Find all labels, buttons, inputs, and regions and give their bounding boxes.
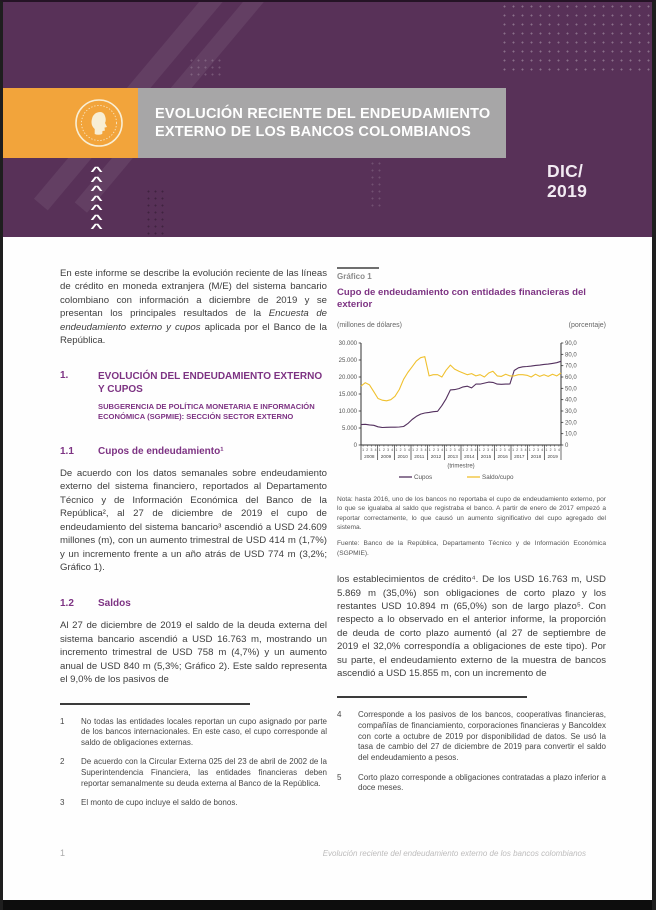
section-title: Cupos de endeudamiento¹ bbox=[98, 446, 224, 458]
report-title-line1: EVOLUCIÓN RECIENTE DEL ENDEUDAMIENTO bbox=[155, 105, 491, 122]
svg-text:2009: 2009 bbox=[380, 453, 392, 459]
svg-text:3: 3 bbox=[370, 448, 373, 453]
chart-source: Fuente: Banco de la República, Departamento Técnico y de Información Económica (SGPMIE). bbox=[337, 540, 606, 557]
footnote bbox=[60, 798, 327, 809]
svg-text:4: 4 bbox=[457, 448, 460, 453]
svg-text:3: 3 bbox=[553, 448, 556, 453]
svg-text:2018: 2018 bbox=[530, 453, 542, 459]
svg-text:10,0: 10,0 bbox=[565, 431, 577, 438]
svg-text:1: 1 bbox=[445, 448, 448, 453]
section-number: 1.2 bbox=[60, 598, 74, 610]
svg-text:2: 2 bbox=[399, 448, 402, 453]
svg-text:2019: 2019 bbox=[547, 453, 558, 459]
footnote-number: 4 bbox=[337, 710, 342, 720]
report-title-line2: EXTERNO DE LOS BANCOS COLOMBIANOS bbox=[155, 124, 471, 140]
section-1-2-body: Al 27 de diciembre de 2019 el saldo de la deuda externa del sistema bancario ascendió a USD 16.763 m, mostrando un incremento trimestral de USD 758 m (4,7%) y un aumento anual de USD 840 m (5,3%; Gráfico 2). Este saldo representa el 9,0% de los pasivos de bbox=[60, 620, 327, 686]
svg-text:60,0: 60,0 bbox=[565, 374, 577, 381]
svg-text:4: 4 bbox=[391, 448, 394, 453]
section-1-1-heading bbox=[60, 446, 327, 457]
page-footer bbox=[60, 848, 586, 858]
edition-month: DIC/ bbox=[547, 161, 584, 181]
svg-text:3: 3 bbox=[437, 448, 440, 453]
svg-text:4: 4 bbox=[524, 448, 527, 453]
running-title: Evolución reciente del endeudamiento externo de los bancos colombianos bbox=[322, 849, 586, 858]
footnote-number: 1 bbox=[60, 716, 65, 726]
svg-text:4: 4 bbox=[474, 448, 477, 453]
svg-text:2017: 2017 bbox=[514, 453, 525, 459]
svg-text:1: 1 bbox=[362, 448, 365, 453]
chart-note: Nota: hasta 2016, uno de los bancos no reportaba el cupo de endeudamiento externo, por lo que se igualaba al saldo que registraba el banco. A partir de enero de 2017 empezó a reportar correctamente, lo que causó un aumento significativo del cupo agregado del sistema. bbox=[337, 495, 606, 532]
chart-block bbox=[337, 267, 606, 558]
footnote-text: Corresponde a los pasivos de los bancos, cooperativas financieras, compañías de financiamiento, corporaciones financieras y Bancoldex con corte a octubre de 2019 por disponibilidad de datos. Se usó la tasa de cambio del 27 de diciembre de 2019 para convertir el saldo del endeudamiento a pesos. bbox=[358, 710, 606, 762]
left-column bbox=[60, 267, 327, 818]
svg-text:2: 2 bbox=[516, 448, 519, 453]
footnote-number: 5 bbox=[337, 772, 342, 782]
title-banner bbox=[138, 88, 506, 158]
svg-text:2015: 2015 bbox=[480, 453, 492, 459]
svg-text:30,0: 30,0 bbox=[565, 408, 577, 415]
footnote-text: No todas las entidades locales reportan un cupo asignado por parte de los bancos internacionales. En este caso, el cupo corresponde al saldo de obligaciones externas. bbox=[81, 716, 327, 747]
svg-text:80,0: 80,0 bbox=[565, 352, 577, 359]
page-number: 1 bbox=[60, 848, 66, 858]
section-1-1-body: De acuerdo con los datos semanales sobre endeudamiento externo del sistema financiero, reportados al Departamento Técnico y de Información Económica del Banco de la República², al 27 de diciembre de 2019 el cupo de endeudamiento del sistema bancario³ ascendió a USD 24.609 millones (m), con un aumento trimestral de USD 414 m (1,7%) y un incremento frente a un año atrás de USD 774 m (3,2%; Gráfico 1). bbox=[60, 468, 327, 573]
svg-text:3: 3 bbox=[537, 448, 540, 453]
page-body bbox=[3, 237, 652, 818]
svg-text:2: 2 bbox=[466, 448, 469, 453]
svg-text:2: 2 bbox=[382, 448, 385, 453]
svg-text:2013: 2013 bbox=[447, 453, 458, 459]
svg-text:2010: 2010 bbox=[397, 453, 408, 459]
svg-text:4: 4 bbox=[507, 448, 510, 453]
svg-text:2: 2 bbox=[499, 448, 502, 453]
footnote bbox=[337, 773, 606, 794]
section-title: Saldos bbox=[98, 598, 131, 610]
svg-text:Cupos: Cupos bbox=[414, 474, 433, 482]
svg-text:25.000: 25.000 bbox=[338, 357, 357, 364]
chart-axis-units bbox=[337, 322, 606, 329]
svg-text:20.000: 20.000 bbox=[338, 374, 357, 381]
svg-text:1: 1 bbox=[462, 448, 465, 453]
svg-text:1: 1 bbox=[512, 448, 515, 453]
svg-text:15.000: 15.000 bbox=[338, 391, 357, 398]
right-column-body: los establecimientos de crédito⁴. De los USD 16.763 m, USD 5.869 m (35,0%) son obligaciones de corto plazo y los restantes USD 10.894 m (65,0%) son de largo plazo⁵. Con respecto a lo observado en el anterior informe, la proporción de deuda de corto plazo aumentó (al 27 de septiembre de 2019 el 32,0% correspondía a obligaciones de este tipo). Por su parte, el endeudamiento externo de la muestra de bancos ascendió a USD 15.855 m, con un incremento de bbox=[337, 574, 606, 680]
bottom-bar bbox=[3, 900, 652, 910]
svg-text:3: 3 bbox=[420, 448, 423, 453]
svg-text:50,0: 50,0 bbox=[565, 386, 577, 393]
footnote-text: De acuerdo con la Circular Externa 025 del 23 de abril de 2002 de la Superintendencia Financiera, las entidades financieras deben reportar semanalmente su deuda externa al Banco de la República. bbox=[81, 757, 327, 788]
svg-text:0: 0 bbox=[353, 442, 357, 449]
svg-text:4: 4 bbox=[557, 448, 560, 453]
svg-text:0: 0 bbox=[565, 442, 569, 449]
svg-text:1: 1 bbox=[478, 448, 481, 453]
svg-text:4: 4 bbox=[424, 448, 427, 453]
svg-text:2: 2 bbox=[532, 448, 535, 453]
svg-text:1: 1 bbox=[495, 448, 498, 453]
svg-text:4: 4 bbox=[407, 448, 410, 453]
footnote bbox=[60, 717, 327, 749]
svg-text:1: 1 bbox=[528, 448, 531, 453]
footnote-number: 3 bbox=[60, 798, 65, 808]
dot-pattern bbox=[145, 188, 165, 237]
svg-text:4: 4 bbox=[441, 448, 444, 453]
svg-text:1: 1 bbox=[378, 448, 381, 453]
svg-text:2016: 2016 bbox=[497, 453, 508, 459]
cupo-chart-svg bbox=[337, 331, 606, 483]
svg-text:3: 3 bbox=[453, 448, 456, 453]
svg-text:2: 2 bbox=[416, 448, 419, 453]
svg-text:2012: 2012 bbox=[430, 453, 442, 459]
dot-pattern bbox=[188, 57, 224, 77]
chart-label: Gráfico 1 bbox=[337, 272, 372, 281]
chart-title: Cupo de endeudamiento con entidades financieras del exterior bbox=[337, 287, 586, 311]
svg-text:2: 2 bbox=[449, 448, 452, 453]
svg-text:90,0: 90,0 bbox=[565, 340, 577, 347]
svg-text:4: 4 bbox=[541, 448, 544, 453]
chart-label-rule bbox=[337, 267, 379, 269]
intro-paragraph: En este informe se describe la evolución reciente de las líneas de crédito en moneda extranjera (M/E) del sistema bancario colombiano con información a diciembre de 2019 y se presentan los principales resultados de la Encuesta de endeudamiento externo y cupos aplicada por el Banco de la República. bbox=[60, 268, 327, 347]
footnote bbox=[337, 710, 606, 763]
edition-badge bbox=[547, 162, 587, 202]
svg-text:2: 2 bbox=[366, 448, 369, 453]
svg-text:70,0: 70,0 bbox=[565, 363, 577, 370]
chevron-up-icons bbox=[87, 166, 107, 233]
svg-text:20,0: 20,0 bbox=[565, 420, 577, 427]
section-1-heading bbox=[60, 370, 327, 397]
svg-text:3: 3 bbox=[403, 448, 406, 453]
edition-year: 2019 bbox=[547, 180, 588, 201]
right-axis-unit: (porcentaje) bbox=[568, 321, 606, 329]
svg-text:2014: 2014 bbox=[464, 453, 475, 459]
footnote-separator bbox=[60, 703, 250, 705]
svg-text:3: 3 bbox=[520, 448, 523, 453]
svg-text:30.000: 30.000 bbox=[338, 340, 357, 347]
section-title: EVOLUCIÓN DEL ENDEUDAMIENTO EXTERNO Y CUPOS bbox=[98, 370, 323, 396]
dot-pattern bbox=[500, 2, 652, 76]
svg-text:10.000: 10.000 bbox=[338, 408, 357, 415]
svg-text:40,0: 40,0 bbox=[565, 397, 577, 404]
right-column bbox=[337, 267, 606, 818]
svg-text:3: 3 bbox=[503, 448, 506, 453]
banco-republica-seal-icon bbox=[73, 97, 125, 149]
svg-text:1: 1 bbox=[395, 448, 398, 453]
svg-text:5.000: 5.000 bbox=[341, 425, 357, 432]
left-axis-unit: (millones de dólares) bbox=[337, 321, 402, 329]
footnote-number: 2 bbox=[60, 757, 65, 767]
svg-text:1: 1 bbox=[428, 448, 431, 453]
section-number: 1. bbox=[60, 369, 69, 381]
section-1-2-heading bbox=[60, 598, 327, 609]
footnote-text: Corto plazo corresponde a obligaciones contratadas a plazo inferior a doce meses. bbox=[358, 772, 606, 793]
footnote bbox=[60, 757, 327, 789]
svg-text:4: 4 bbox=[374, 448, 377, 453]
hero-header bbox=[3, 2, 652, 237]
svg-text:3: 3 bbox=[487, 448, 490, 453]
svg-text:3: 3 bbox=[470, 448, 473, 453]
footnote-separator bbox=[337, 696, 527, 698]
svg-text:Saldo/cupo: Saldo/cupo bbox=[482, 474, 514, 482]
svg-text:2: 2 bbox=[432, 448, 435, 453]
section-number: 1.1 bbox=[60, 446, 74, 458]
svg-text:2011: 2011 bbox=[414, 453, 425, 459]
svg-text:1: 1 bbox=[545, 448, 548, 453]
logo-box bbox=[3, 88, 138, 158]
section-1-subtitle: SUBGERENCIA DE POLÍTICA MONETARIA E INFORMACIÓN ECONÓMICA (SGPMIE): SECCIÓN SECTOR EXTERNO bbox=[98, 401, 315, 421]
svg-text:3: 3 bbox=[387, 448, 390, 453]
svg-text:2008: 2008 bbox=[364, 453, 375, 459]
footnote-text: El monto de cupo incluye el saldo de bonos. bbox=[81, 798, 238, 808]
svg-text:2: 2 bbox=[482, 448, 485, 453]
svg-text:4: 4 bbox=[491, 448, 494, 453]
svg-text:2: 2 bbox=[549, 448, 552, 453]
svg-text:(trimestre): (trimestre) bbox=[447, 463, 475, 470]
dot-pattern bbox=[369, 160, 385, 210]
svg-text:1: 1 bbox=[412, 448, 415, 453]
